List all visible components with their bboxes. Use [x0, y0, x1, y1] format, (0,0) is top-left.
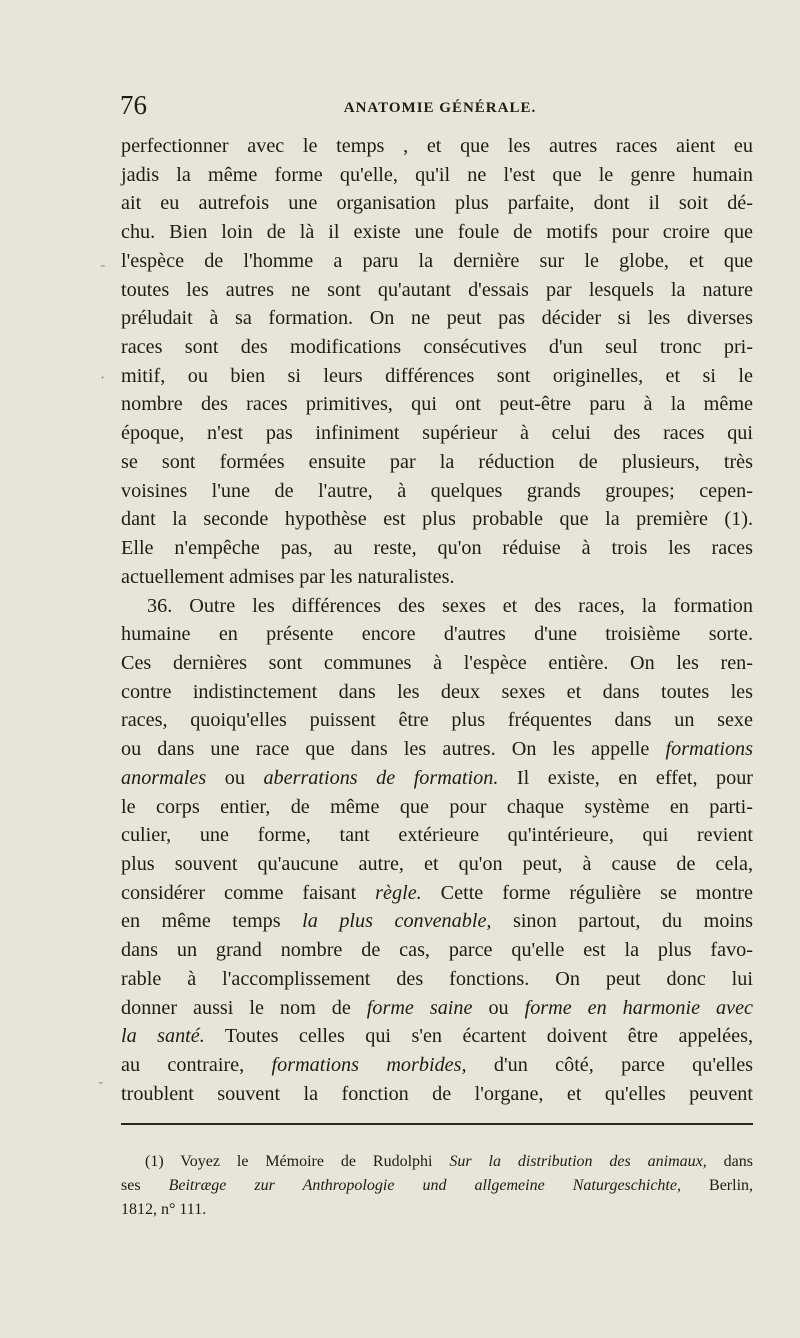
italic-term: la santé. — [121, 1025, 205, 1048]
text-run: ses — [121, 1177, 141, 1194]
footnote-line — [121, 1150, 753, 1174]
body-text — [121, 132, 753, 1108]
text-line: races sont des modifications consécutives d'un seul tronc pri- — [121, 336, 753, 359]
italic-term: forme en harmonie avec — [524, 996, 753, 1019]
text-line: le corps entier, de même que pour chaque système en parti- — [121, 795, 753, 818]
text-run: Toutes celles qui s'en écartent doivent être appelées, — [224, 1025, 753, 1048]
text-line: Elle n'empêche pas, au reste, qu'on réduise à trois les races — [121, 537, 753, 560]
text-run: considérer comme faisant — [121, 881, 357, 904]
text-line: actuellement admises par les naturalistes. — [121, 565, 455, 588]
italic-term: formations — [665, 738, 753, 761]
text-run: sinon partout, du moins — [512, 910, 753, 933]
footnote — [121, 1150, 753, 1222]
text-line — [121, 1051, 753, 1080]
italic-title: Beitræge zur Anthropologie und allgemeine Naturgeschichte, — [168, 1177, 681, 1194]
text-run: ou dans une race que dans les autres. On les appelle — [121, 738, 650, 761]
margin-speck: - — [98, 1072, 104, 1091]
italic-term: forme saine — [366, 996, 473, 1019]
text-line: rable à l'accomplissement des fonctions. On peut donc lui — [121, 967, 753, 990]
text-line: l'espèce de l'homme a paru la dernière sur le globe, et que — [121, 249, 753, 272]
italic-term: formations morbides, — [271, 1054, 467, 1076]
text-line: mitif, ou bien si leurs différences sont originelles, et si le — [121, 364, 753, 387]
text-line: jadis la même forme qu'elle, qu'il ne l'est que le genre humain — [121, 163, 753, 186]
text-run: au contraire, — [121, 1054, 245, 1076]
text-run: ou — [488, 996, 509, 1019]
text-line: voisines l'une de l'autre, à quelques grands groupes; cepen- — [121, 479, 753, 502]
page-number: 76 — [120, 90, 147, 120]
text-line — [121, 1022, 753, 1051]
footnote-line: 1812, n° 111. — [121, 1201, 207, 1218]
text-run: Il existe, en effet, pour — [516, 766, 754, 789]
text-line: ait eu autrefois une organisation plus parfaite, dont il soit dé- — [121, 192, 753, 215]
text-run: Berlin, — [709, 1177, 754, 1194]
text-line: chu. Bien loin de là il existe une foule de motifs pour croire que — [121, 221, 753, 244]
italic-term: règle. — [375, 881, 422, 904]
italic-term: la plus convenable, — [302, 910, 492, 933]
italic-term: anormales — [121, 766, 207, 789]
text-run: Cette forme régulière se montre — [440, 881, 753, 904]
italic-term: aberrations de formation. — [263, 766, 499, 789]
text-line: troublent souvent la fonction de l'organe, et qu'elles peuvent — [121, 1082, 753, 1105]
text-line: culier, une forme, tant extérieure qu'intérieure, qui revient — [121, 824, 753, 847]
italic-title: Sur la distribution des animaux, — [449, 1153, 707, 1170]
text-run: ou — [224, 766, 245, 789]
text-line: époque, n'est pas infiniment supérieur à celui des races qui — [121, 422, 753, 445]
text-line: dans un grand nombre de cas, parce qu'elle est la plus favo- — [121, 939, 753, 962]
text-line: préludait à sa formation. On ne peut pas décider si les diverses — [121, 307, 753, 330]
text-run: d'un côté, parce qu'elles — [493, 1054, 754, 1076]
text-run: dans — [723, 1153, 753, 1170]
text-line: races, quoiqu'elles puissent être plus fréquentes dans un sexe — [121, 709, 753, 732]
text-line-paragraph-start: 36. Outre les différences des sexes et des races, la formation — [147, 594, 753, 617]
text-line: toutes les autres ne sont qu'autant d'essais par lesquels la nature — [121, 278, 753, 301]
text-run: donner aussi le nom de — [121, 996, 351, 1019]
text-line: dant la seconde hypothèse est plus probable que la première (1). — [121, 508, 753, 531]
margin-speck: · — [100, 368, 106, 387]
text-line — [121, 907, 753, 936]
text-line — [121, 994, 753, 1023]
text-line: Ces dernières sont communes à l'espèce entière. On les ren- — [121, 651, 753, 674]
running-head: ANATOMIE GÉNÉRALE. — [343, 100, 537, 116]
text-line: contre indistinctement dans les deux sexes et dans toutes les — [121, 680, 753, 703]
text-line — [121, 879, 753, 908]
text-line: nombre des races primitives, qui ont peut-être paru à la même — [121, 393, 753, 416]
text-line: humaine en présente encore d'autres d'une troisième sorte. — [121, 623, 753, 646]
text-line: se sont formées ensuite par la réduction de plusieurs, très — [121, 450, 753, 473]
page-header — [120, 90, 760, 130]
footnote-line — [121, 1174, 753, 1198]
text-line: plus souvent qu'aucune autre, et qu'on peut, à cause de cela, — [121, 852, 753, 875]
text-line — [121, 735, 753, 764]
text-run: en même temps — [121, 910, 281, 933]
footnote-divider — [121, 1123, 753, 1125]
text-line: perfectionner avec le temps , et que les autres races aient eu — [121, 135, 753, 157]
text-run: (1) Voyez le Mémoire de Rudolphi — [145, 1153, 433, 1170]
margin-speck: - — [100, 255, 106, 274]
text-line — [121, 764, 753, 793]
